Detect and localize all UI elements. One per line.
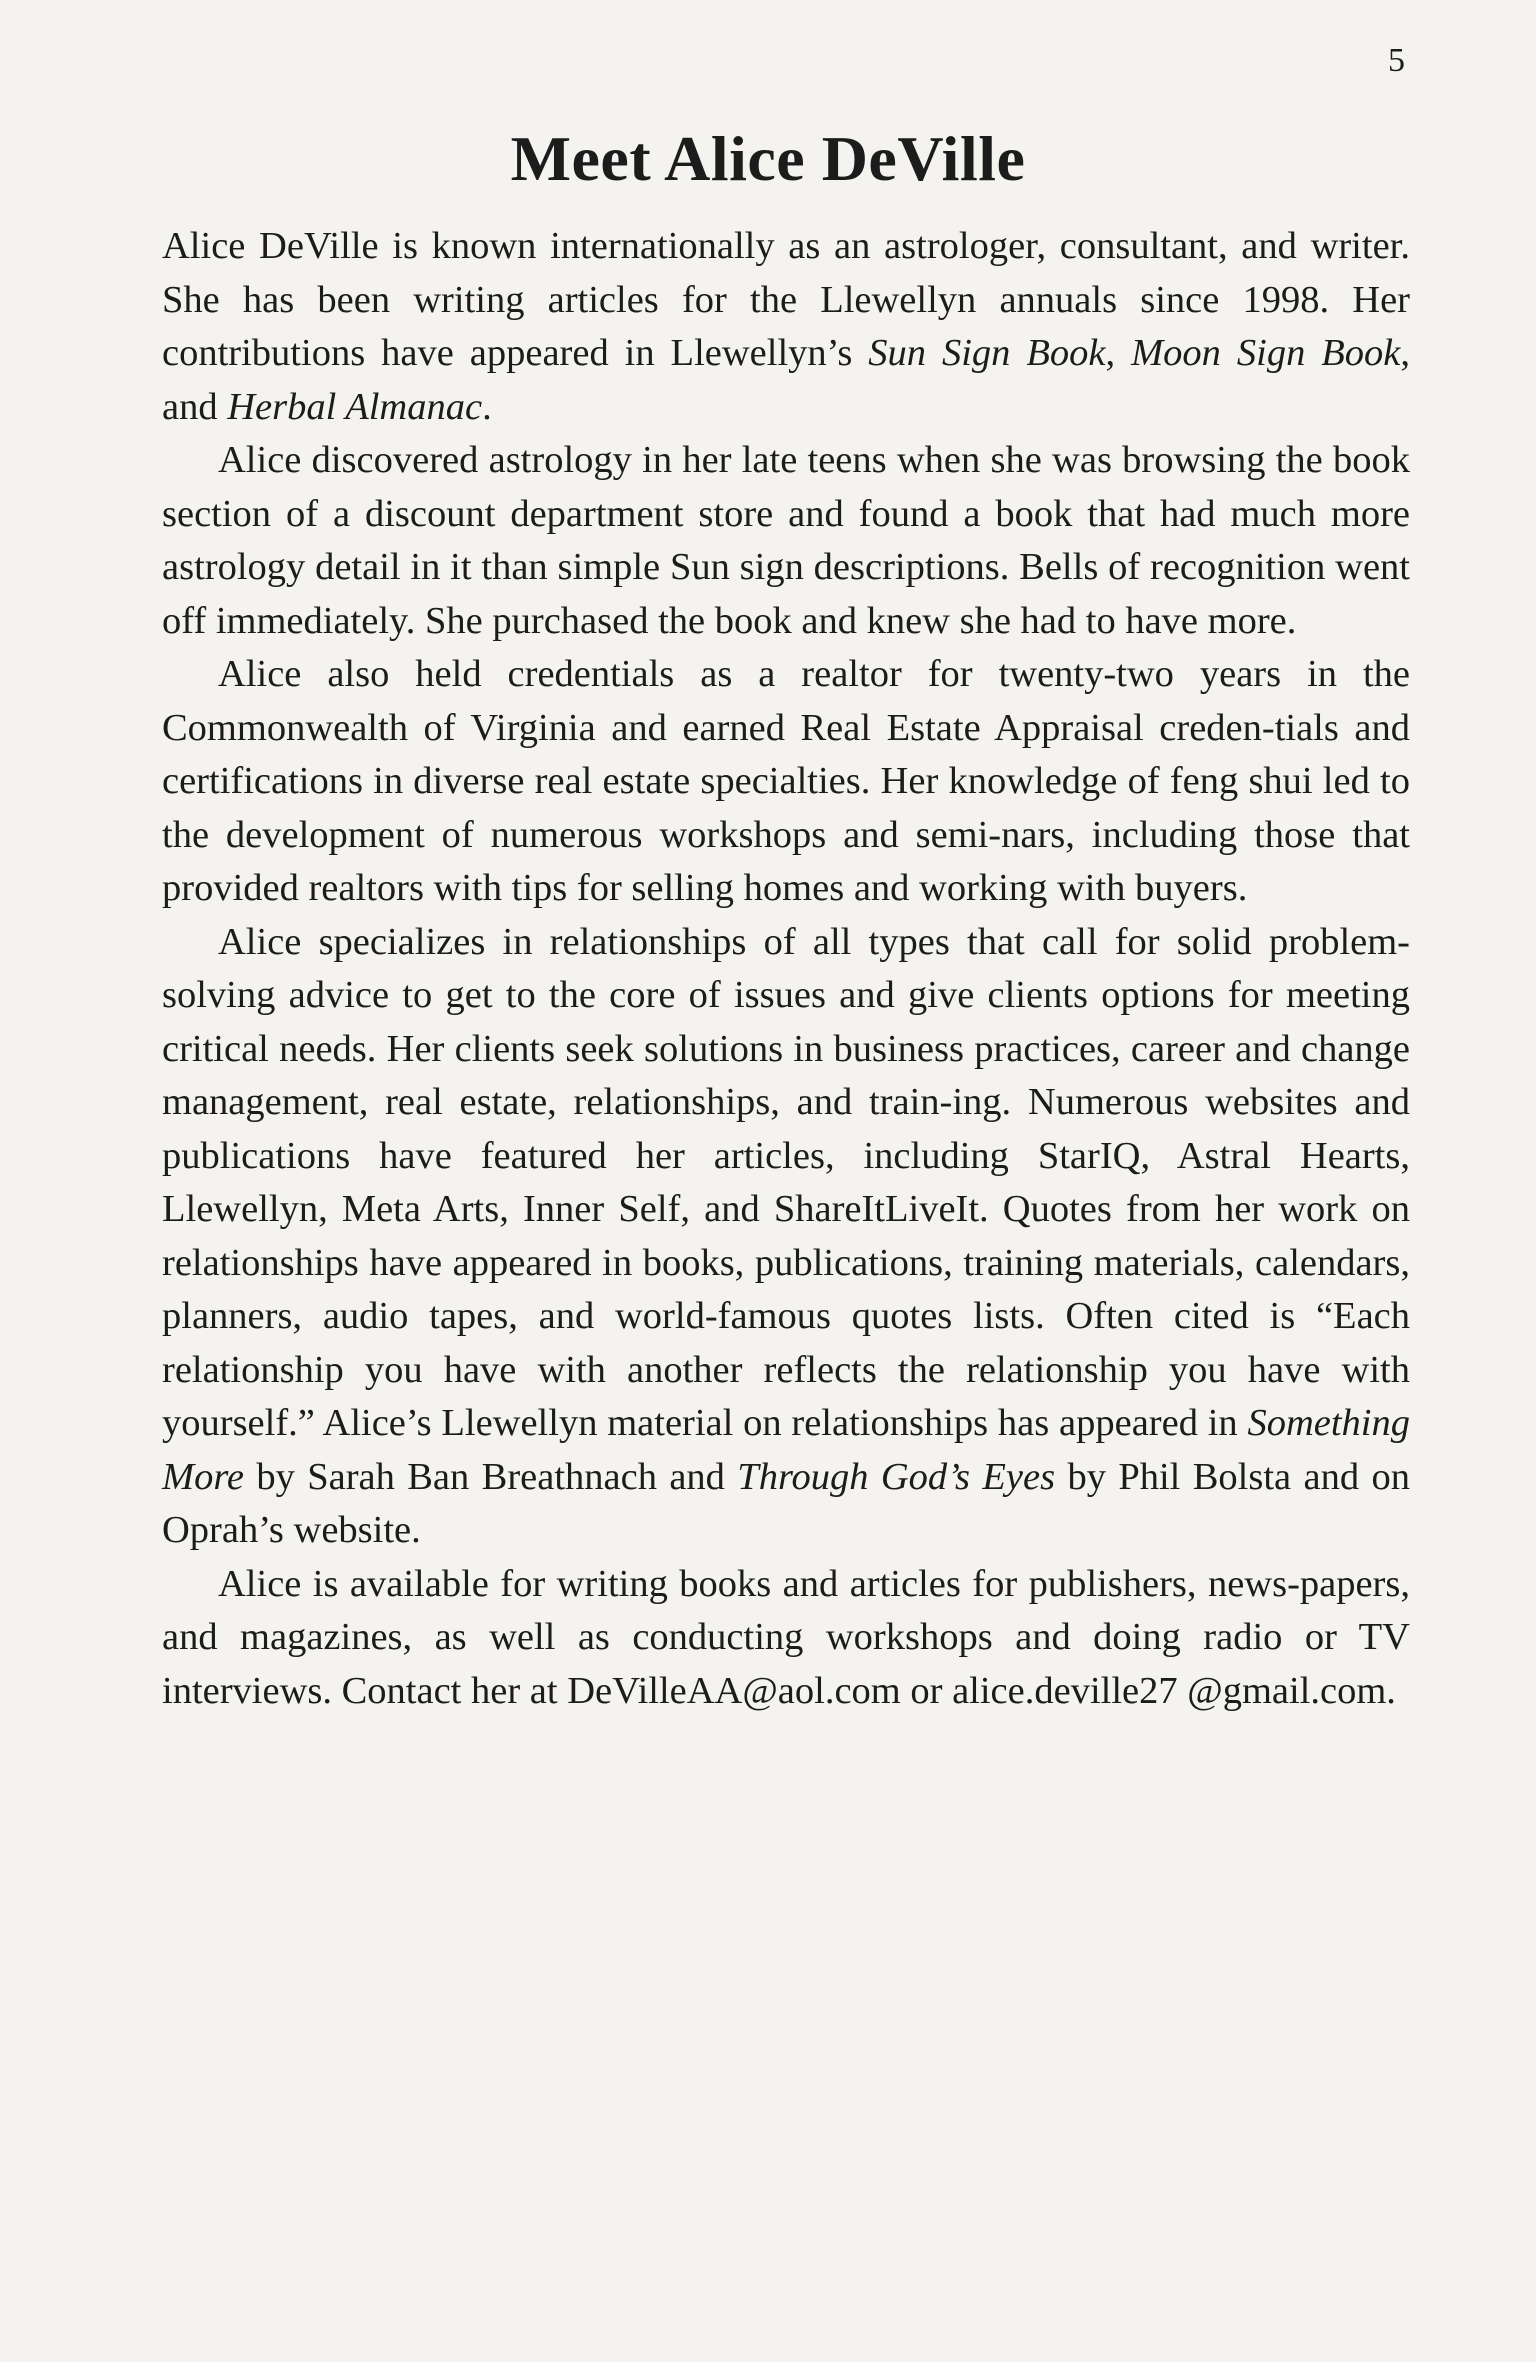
book-title: Herbal Almanac <box>227 385 483 428</box>
paragraph-specialties <box>162 916 1410 1558</box>
paragraph-discovery <box>162 434 1410 648</box>
text-run: , <box>1105 332 1132 374</box>
text-run: Alice is available for writing books and articles for publishers, news-papers, and magazines, as well as conducting workshops and doing radio or TV interviews. Contact her at DeVilleAA@aol.com or alice.deville27 @gmail.com. <box>162 1562 1410 1712</box>
page-number: 5 <box>1388 42 1405 79</box>
text-run: . <box>482 385 492 428</box>
text-run: Alice specializes in relationships of all types that call for solid problem-solving advice to get to the core of issues and give clients options for meeting critical needs. Her clients seek solutions in business practices, career and change management, real estate, relationships, and train-ing. Numerous websites and publications have featured her articles, including StarIQ, Astral Hearts, Llewellyn, Meta Arts, Inner Self, and ShareItLiveIt. Quotes from her work on relationships have appeared in books, publications, training materials, calendars, planners, audio tapes, and world-famous quotes lists. Often cited is “Each relationship you have with another reflects the relationship you have with yourself.” Alice’s Llewellyn material on relationships has appeared in <box>162 920 1410 1444</box>
book-title: Something More <box>162 1402 1410 1498</box>
text-run: , and <box>162 332 1411 428</box>
paragraph-intro <box>162 220 1410 434</box>
book-title: Sun Sign Book <box>868 332 1106 374</box>
article-body <box>162 220 1410 1718</box>
book-title: Moon Sign Book <box>1131 332 1401 374</box>
text-run: Alice also held credentials as a realtor for twenty-two years in the Commonwealth of Virginia and earned Real Estate Appraisal creden-tials and certifications in diverse real estate specialties. Her knowledge of feng shui led to the development of numerous workshops and semi-nars, including those that provided realtors with tips for selling homes and working with buyers. <box>162 653 1410 909</box>
book-title: Through God’s Eyes <box>737 1455 1056 1498</box>
page-title: Meet Alice DeVille <box>510 123 1026 194</box>
paragraph-credentials <box>162 648 1410 916</box>
text-run: by Phil Bolsta and on Oprah’s website. <box>162 1455 1410 1551</box>
paragraph-contact <box>162 1558 1410 1719</box>
text-run: Alice discovered astrology in her late teens when she was browsing the book section of a discount department store and found a book that had much more astrology detail in it than simple Sun sign descriptions. Bells of recognition went off immediately. She purchased the book and knew she had to have more. <box>162 439 1410 642</box>
text-run: Alice DeVille is known internationally as an astrologer, consultant, and writer. She has been writing articles for the Llewellyn annuals since 1998. Her contributions have appeared in Llewellyn’s <box>162 225 1410 374</box>
text-run: by Sarah Ban Breathnach and <box>243 1455 738 1498</box>
